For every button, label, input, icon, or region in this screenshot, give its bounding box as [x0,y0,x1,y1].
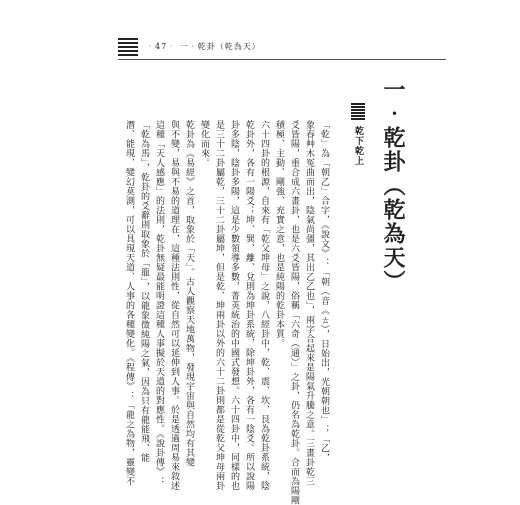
body-column-5: 六十四卦的根源，自來有「乾父坤母」之說，八經卦中，乾、震、坎、艮為乾卦系統，陰 [259,120,269,491]
body-column-6: 乾卦外，各有一陽爻；坤、巽、離、兌則為坤卦系統，除坤卦外，各有一陰爻。所以說陽 [244,120,254,491]
body-column-10: 乾卦為《易經》之首，取象於「天」。古人觀察天地萬物，發現宇宙與自然均有其變 [184,120,194,467]
body-column-11: 與不變，易與不易的道理在，這種法則性，從自然可以延伸到人事。於是透過周易來敘述 [169,120,179,491]
body-column-9: 變化而來。 [199,120,209,168]
hexagram-subtitle: 乾下乾上 [353,126,363,166]
chapter-title: 一‧乾卦（乾為天） [380,78,406,294]
header-bars-ornament [118,38,138,58]
body-column-3: 爻皆陽，重合成六畫卦，也是六爻皆陽，俗稱「六奇（通）」之卦，仍名為乾卦。合而為陽剛 [289,120,299,505]
body-column-14: 潛、能現、變幻莫測，可以具現天道、人事的各種變化。《程傳》：「龍之為物，靈變不 [124,120,134,486]
body-column-12: 這種「天人感應」的法則，乾卦無疑最能明證這種人事擬於天道的對應性。《說卦傳》： [154,120,164,486]
body-column-4: 積極、主動、剛強、充實之意，也是純陽的乾卦本質。 [274,120,284,348]
body-column-2: 象春艸木冤曲而出，陰氣尚彊，其出乙乙也」，兩字合起來是陽氣升騰之意。三畫卦乾三 [304,120,314,486]
body-column-1: 「乾」為「朝乙」合字，《說文》：「朝（音《ㄊ），日始出，光朝朝也」；「乙， [319,120,329,463]
qian-hexagram-icon [351,103,365,121]
body-column-13: 「乾為馬」，乾卦的爻辭則取象於「龍」，以龍象徵純陽之氣，因為只有龍能飛、能 [139,120,149,463]
running-header [118,38,448,58]
header-rule [118,59,446,60]
body-column-8: 是三十二卦屬乾，三十二卦屬坤，但是乾、坤兩卦以外的六十二卦則都是從乾父坤母兩卦 [214,120,224,491]
body-column-7: 卦多陰，陰卦多陽，這是少數領導多數，菁英統治的中國式發想。六十四卦中，同樣的也 [229,120,239,491]
header-page-label: ‧47‧ 一‧乾卦（乾為天） [146,42,261,51]
